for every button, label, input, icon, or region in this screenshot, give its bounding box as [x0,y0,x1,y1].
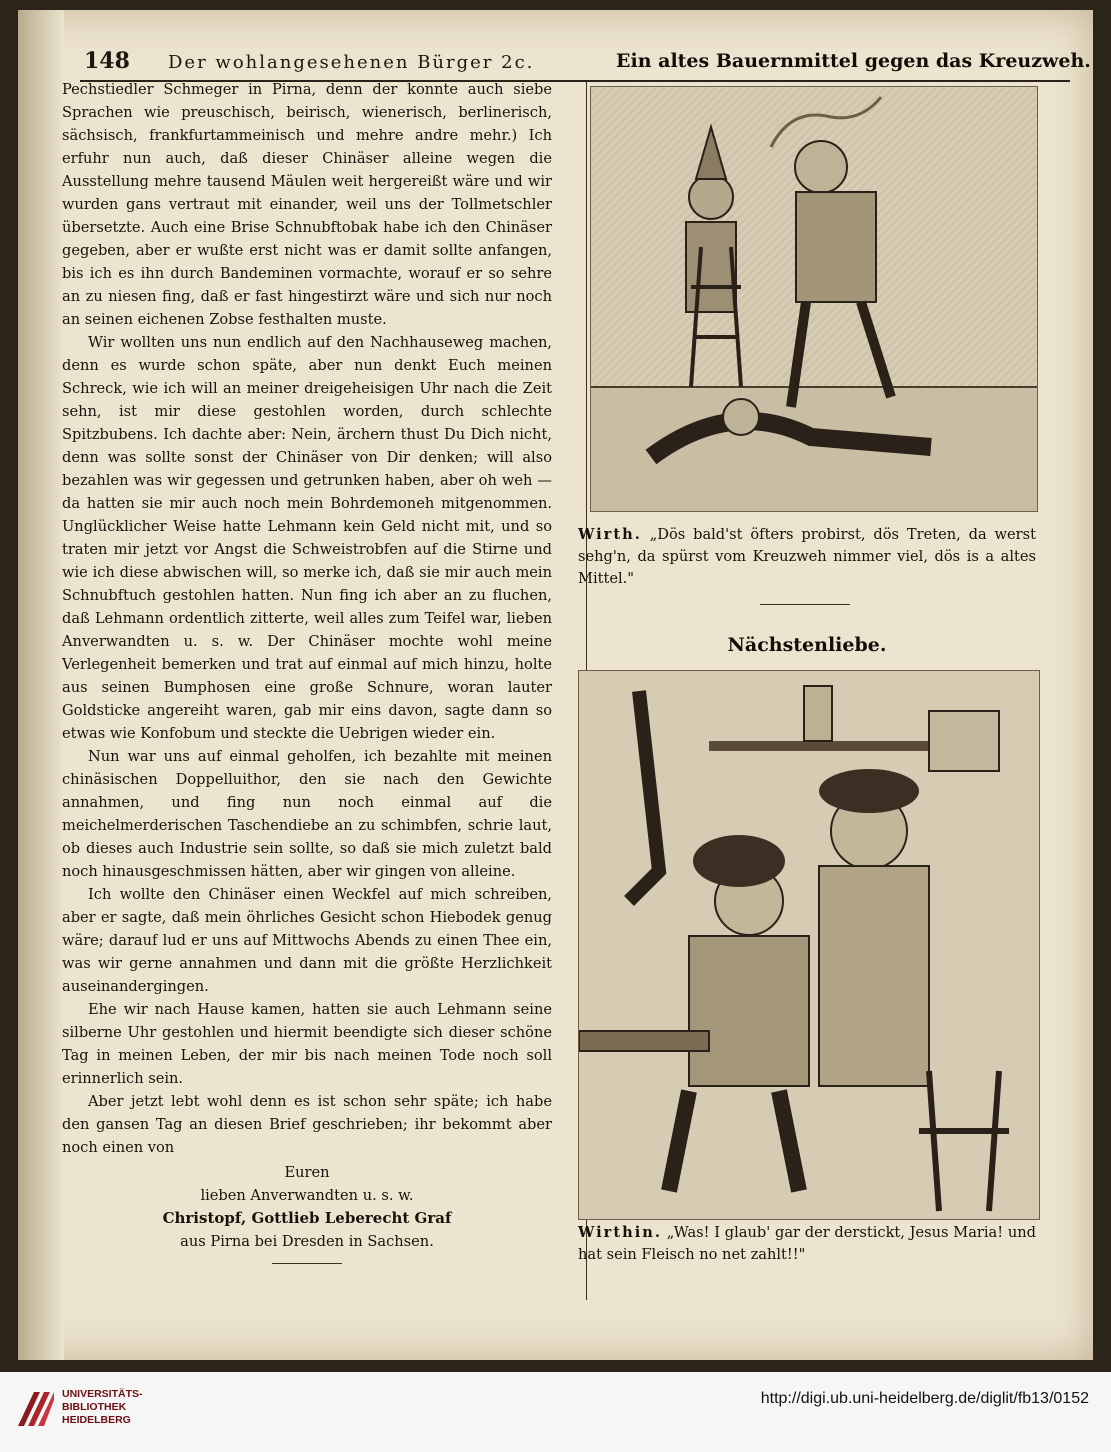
closing: Euren [284,1164,330,1181]
library-name-line: HEIDELBERG [62,1414,131,1426]
permalink-url[interactable]: http://digi.ub.uni-heidelberg.de/diglit/fb13/0152 [760,1390,1089,1407]
letter-paragraph: Pechstiedler Schmeger in Pirna, denn der konnte auch siebe Sprachen wie preuschisch, beirisch, wienerisch, berlinerisch, sächsisch, frankfurtammeinisch und mehre andre mehr.) Ich erfuhr nun auch, daß dieser Chinäser alleine wegen die Ausstellung mehre tausend Mäulen weit hergereißt wäre und wir wurden gans vertraut mit einander, weil uns der Tollmetschler übersetzte. Auch eine Brise Schnubftobak habe ich den Chinäser gegeben, aber er wußte erst nicht was er damit sollte anfangen, bis ich es ihn durch Bandeminen vormachte, worauf er so sehre an zu niesen fing, daß er fast hingestirzt wäre und sich nur noch an seinen eichenen Zobse festhalten muste. [62,81,552,328]
library-logo-icon [14,1386,58,1430]
running-title: Der wohlangesehenen Bürger 2c. [168,52,535,73]
signature-origin: aus Pirna bei Dresden in Sachsen. [180,1233,434,1250]
page-number: 148 [84,48,130,74]
tavern-speaker: Wirth. [578,526,642,543]
binding-gutter [18,10,64,1360]
letter-paragraph: Ich wollte den Chinäser einen Weckfel auf mich schreiben, aber er sagte, daß mein öhrliches Gesicht schon Hiebodek genug wäre; darauf lud er uns auf Mittwochs Abends zu einen Thee ein, was wir gerne annahmen und dann mit die größte Herzlichkeit auseinandergingen. [62,886,552,995]
letter-column [62,78,552,1264]
closing-relatives: lieben Anverwandten u. s. w. [200,1187,414,1204]
letter-paragraph: Nun war uns auf einmal geholfen, ich bezahlte mit meinen chinäsischen Doppelluithor, den sie nach den Gewichte annahmen, und fing nun noch einmal auf die meichelmerderischen Taschendiebe an zu schimbfen, schrie laut, ob dieses auch Industrie sein sollte, so daß sie mich zuletzt bald noch hinausgeschmissen hätten, aber wir gingen von alleine. [62,748,552,880]
signature: Christopf, Gottlieb Leberecht Graf [162,1209,452,1227]
library-name [62,1388,143,1427]
letter-paragraph: Ehe wir nach Hause kamen, hatten sie auch Lehmann seine silberne Uhr gestohlen und hiermit beendigte sich dieser schöne Tag in meinen Leben, der mir bis nach meinen Tode noch soll erinnerlich sein. [62,1001,552,1087]
letter-signoff [62,1161,552,1264]
kitchen-illustration [578,670,1040,1220]
tavern-illustration [590,86,1038,512]
letter-paragraph: Aber jetzt lebt wohl denn es ist schon sehr späte; ich habe den gansen Tag an diesen Brief geschrieben; ihr bekommt aber noch einen von [62,1093,552,1156]
library-name-line: UNIVERSITÄTS- [62,1388,143,1400]
page-header [80,46,1091,82]
kitchen-caption [578,1222,1036,1266]
library-footer [0,1372,1111,1452]
article-title: Ein altes Bauernmittel gegen das Kreuzweh. [616,50,1091,72]
library-name-line: BIBLIOTHEK [62,1401,127,1413]
tavern-caption-text: „Dös bald'st öfters probirst, dös Treten, da werst sehg'n, da spürst vom Kreuzweh nimmer viel, dös is a altes Mittel." [578,526,1036,587]
tavern-illustration-sketch [591,87,1037,511]
end-rule [272,1263,342,1264]
kitchen-speaker: Wirthin. [578,1224,662,1241]
letter-paragraph: Wir wollten uns nun endlich auf den Nachhauseweg machen, denn es wurde schon späte, aber nun denkt Euch meinen Schreck, wie ich will an meiner dreigeheisigen Uhr nach die Zeit sehn, ist mir diese gestohlen worden, durch schlechte Spitzbubens. Ich dachte aber: Nein, ärchern thust Du Dich nicht, denn was sollte sonst der Chinäser von Dir denken; will also bezahlen was wir gegessen und getrunken haben, aber oh weh — da hatten sie mir auch noch mein Bohrdemoneh mitgenommen. Unglücklicher Weise hatte Lehmann kein Geld nicht mit, und so traten mir jetzt vor Angst die Schweistrobfen auf die Stirne und wie ich diese abwischen will, so merke ich, daß sie mir auch mein Schnubftuch gestohlen hatten. Nun fing ich aber an zu fluchen, daß Lehmann ordentlich zitterte, weil alles zum Teifel war, lieben Anverwandten u. s. w. Der Chinäser mochte wohl meine Verlegenheit bemerken und trat auf einmal auf mich hinzu, holte aus seinen Bumphosen eine große Schnure, woran lauter Goldsticke angereiht waren, gab mir eins davon, sagte dann so etwas wie Konfobum und steckte die Uebrigen wieder ein. [62,334,552,742]
kitchen-caption-text: „Was! I glaub' gar der derstickt, Jesus Maria! und hat sein Fleisch no net zahlt!!" [578,1224,1037,1263]
section-title: Nächstenliebe. [727,634,887,656]
section-divider [760,604,850,605]
kitchen-illustration-sketch [579,671,1039,1219]
tavern-caption [578,524,1036,590]
